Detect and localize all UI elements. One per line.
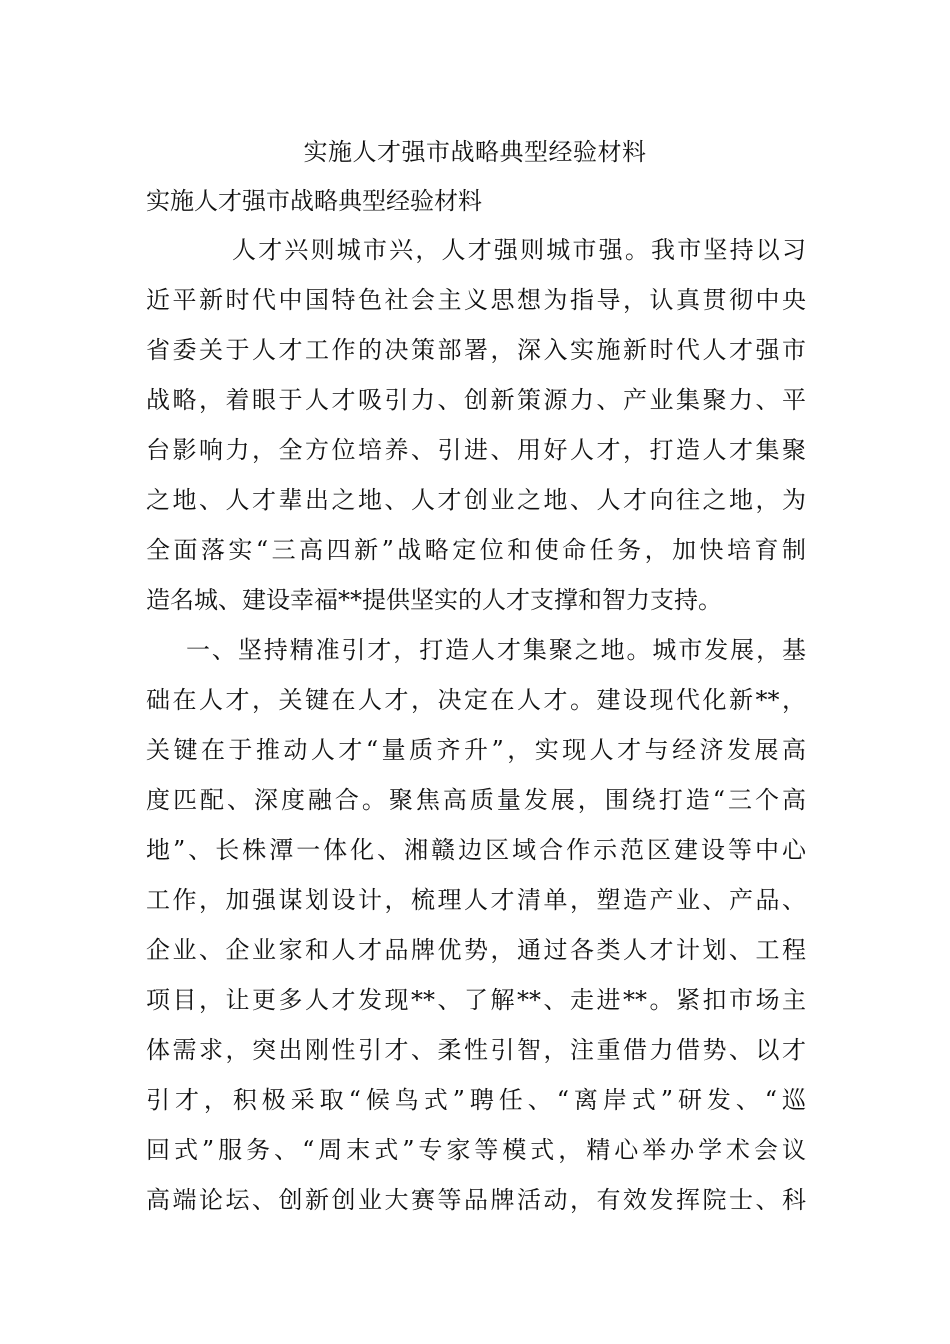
text-line: 人才兴则城市兴，人才强则城市强。我市坚持以习: [232, 236, 806, 264]
text-line: 引才，积极采取“候鸟式”聘任、“离岸式”研发、“巡: [146, 1086, 806, 1114]
text-line: 造名城、建设幸福**提供坚实的人才支撑和智力支持。: [146, 586, 722, 614]
text-line: 台影响力，全方位培养、引进、用好人才，打造人才集聚: [146, 436, 806, 464]
paragraph-section-1: [146, 632, 806, 1232]
text-line: 础在人才，关键在人才，决定在人才。建设现代化新**，: [146, 686, 806, 714]
text-line: 一、坚持精准引才，打造人才集聚之地。城市发展，基: [186, 636, 806, 664]
text-line: 回式”服务、“周末式”专家等模式，精心举办学术会议: [146, 1136, 806, 1164]
text-line: 地”、长株潭一体化、湘赣边区域合作示范区建设等中心: [146, 836, 806, 864]
text-line: 全面落实“三高四新”战略定位和使命任务，加快培育制: [146, 536, 806, 564]
text-line: 工作，加强谋划设计，梳理人才清单，塑造产业、产品、: [146, 886, 806, 914]
text-line: 项目，让更多人才发现**、了解**、走进**。紧扣市场主: [146, 986, 806, 1014]
text-line: 之地、人才辈出之地、人才创业之地、人才向往之地，为: [146, 486, 806, 514]
text-line: 省委关于人才工作的决策部署，深入实施新时代人才强市: [146, 336, 806, 364]
text-line: 度匹配、深度融合。聚焦高质量发展，围绕打造“三个高: [146, 786, 806, 814]
text-line: 战略，着眼于人才吸引力、创新策源力、产业集聚力、平: [146, 386, 806, 414]
text-line: 高端论坛、创新创业大赛等品牌活动，有效发挥院士、科: [146, 1186, 806, 1214]
text-line: 企业、企业家和人才品牌优势，通过各类人才计划、工程: [146, 936, 806, 964]
text-line: 近平新时代中国特色社会主义思想为指导，认真贯彻中央: [146, 286, 806, 314]
text-line: 体需求，突出刚性引才、柔性引智，注重借力借势、以才: [146, 1036, 806, 1064]
text-line: 关键在于推动人才“量质齐升”，实现人才与经济发展高: [146, 736, 806, 764]
paragraph-intro: [146, 232, 806, 632]
document-title: 实施人才强市战略典型经验材料: [303, 138, 647, 166]
document-subtitle: 实施人才强市战略典型经验材料: [146, 187, 482, 215]
